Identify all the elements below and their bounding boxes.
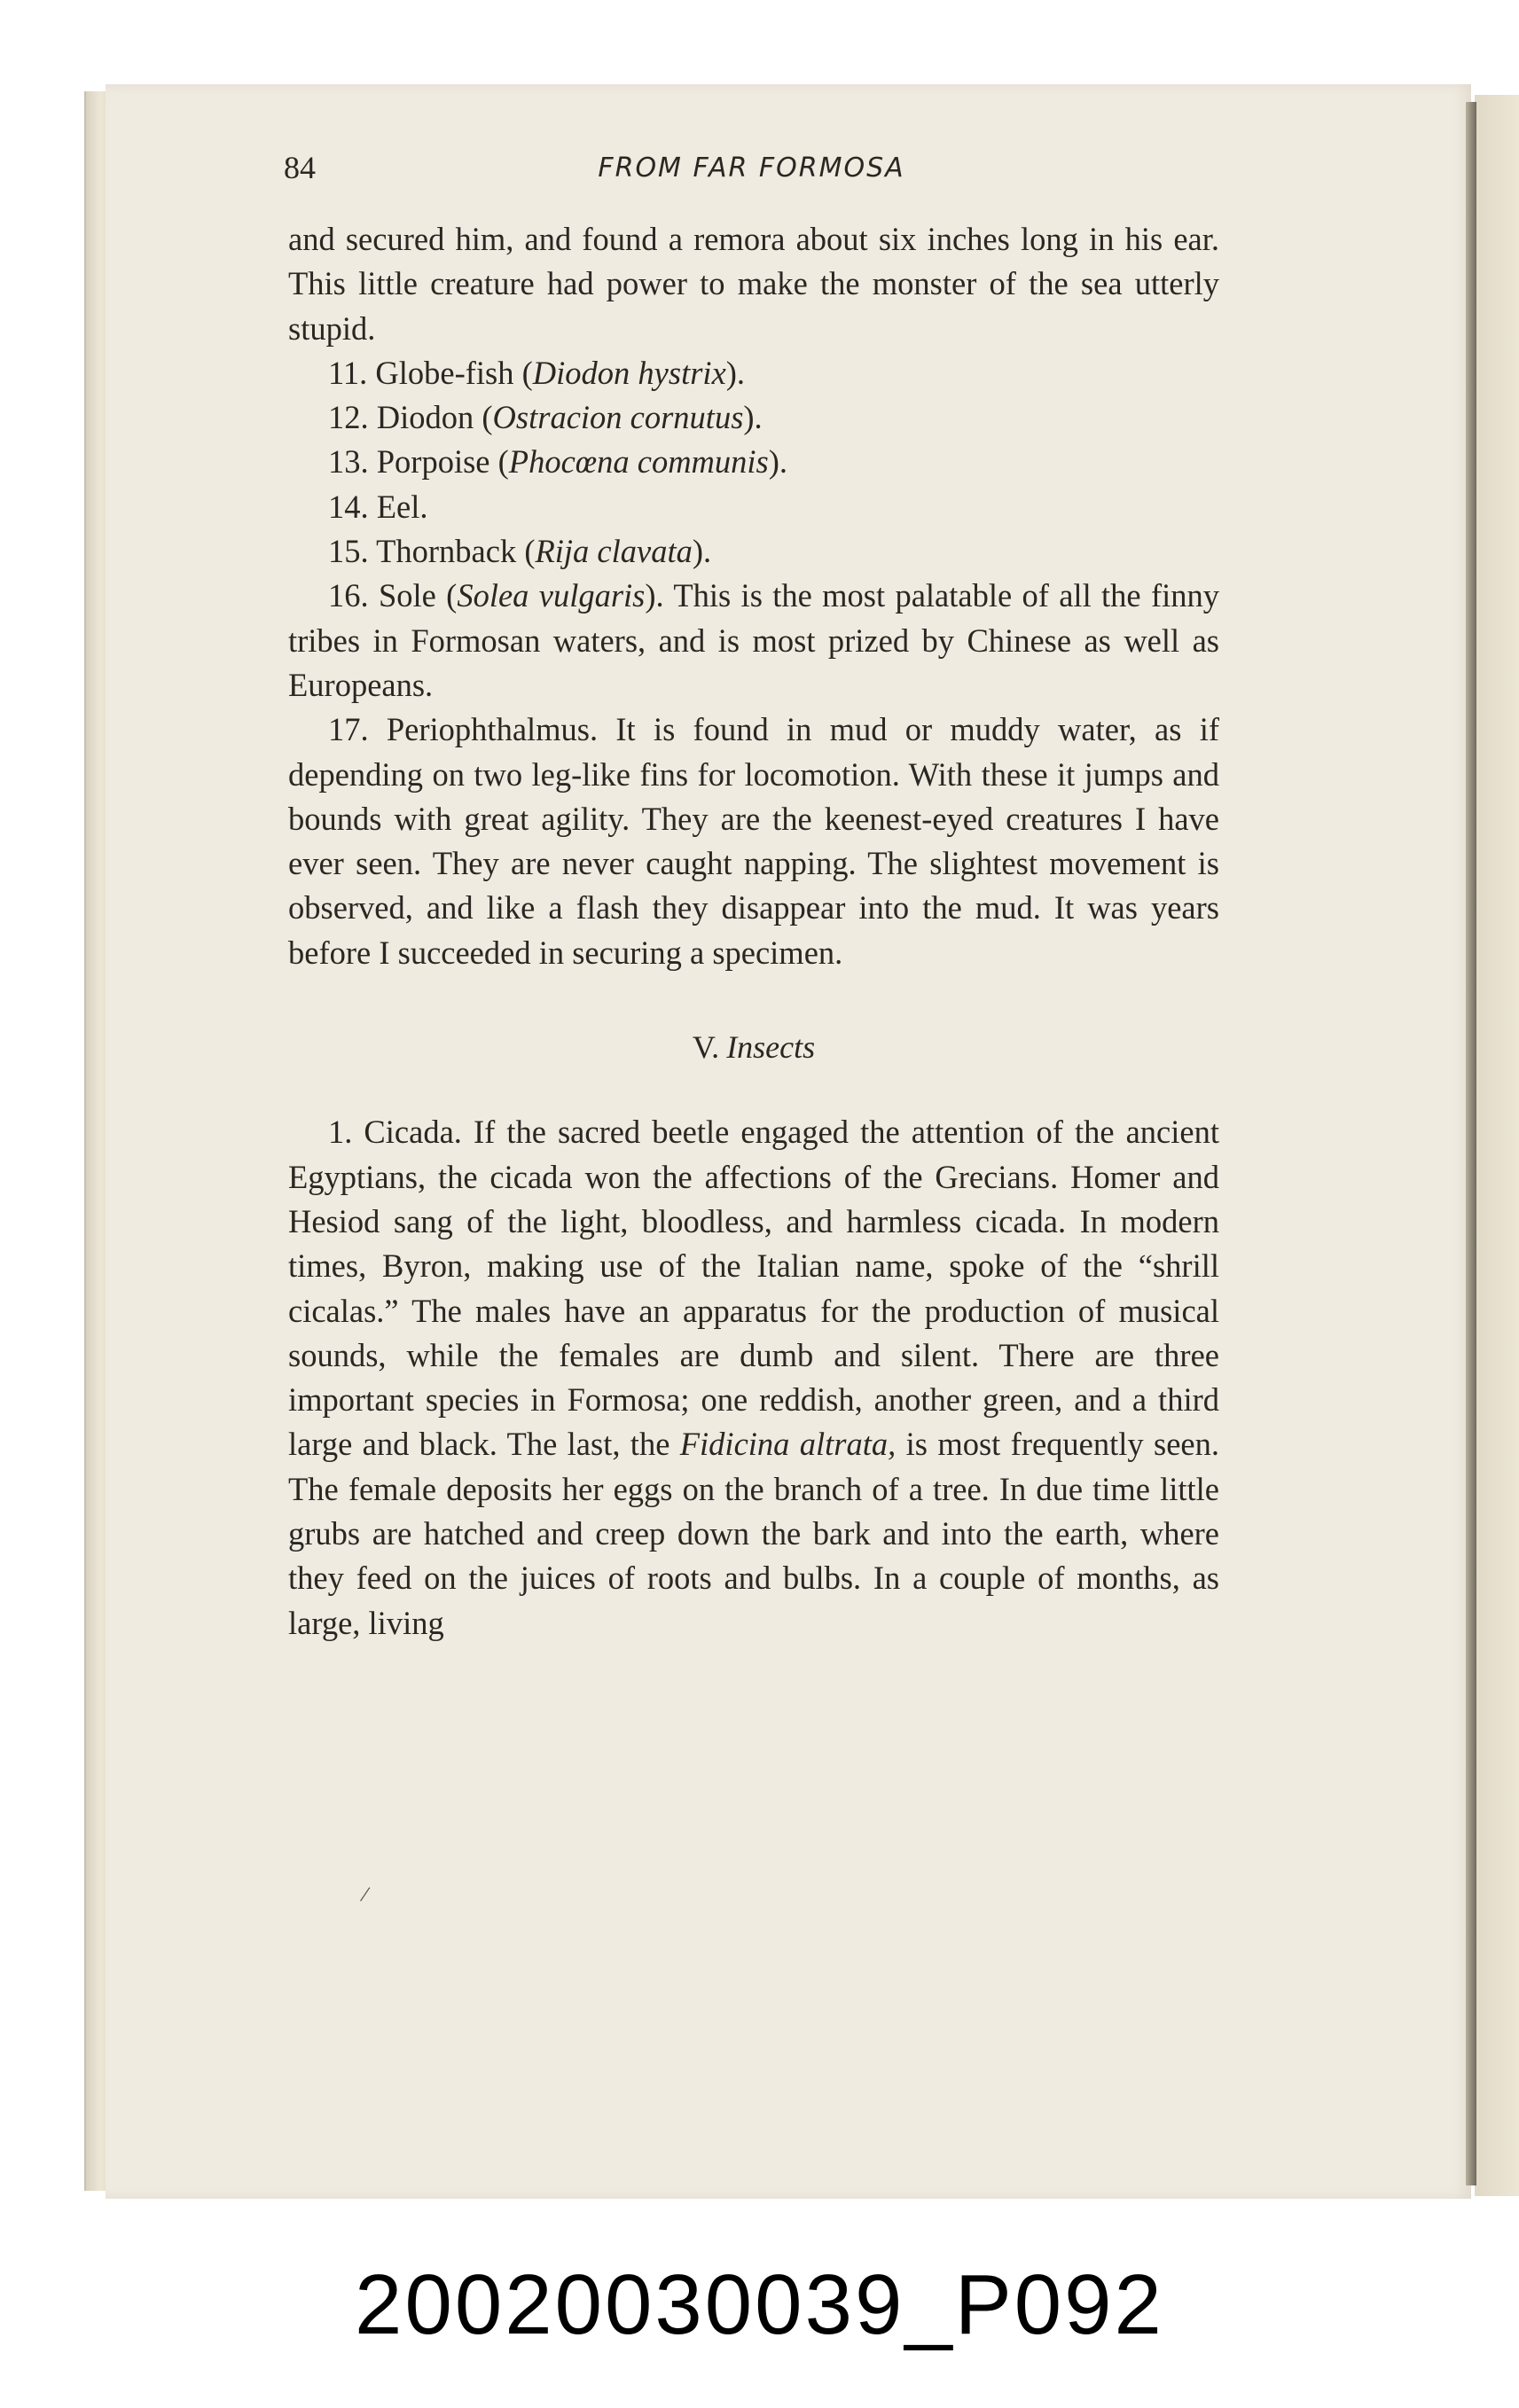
cicada-text-after: is most frequently seen. The female deposits her eggs on the branch of a tree. In due time little grubs are hatched and creep down the bark and into the earth, where they feed on the juices of roots and bulbs. In a couple of months, as large, living <box>288 1426 1219 1641</box>
list-item-after: ). This is the most palatable of all the finny tribes in Formosan waters, and is most prized by Chinese as well as Europeans. <box>288 577 1220 703</box>
page-body <box>288 217 1219 1646</box>
list-item-number: 14. <box>328 488 369 525</box>
list-item-after: ). <box>743 399 763 436</box>
list-item-16 <box>288 574 1219 708</box>
list-item-11 <box>288 351 1219 395</box>
list-item-number: 13. <box>328 443 369 481</box>
list-item-number: 15. <box>328 533 369 570</box>
list-item-15 <box>288 529 1219 574</box>
book-gutter <box>1466 102 1476 2185</box>
periophthalmus-paragraph: 17. Periophthalmus. It is found in mud or muddy water, as if depending on two leg-like fins for locomotion. With these it jumps and bounds with great agility. They are the keenest-eyed creatures I have ever seen. They are never caught napping. The slightest movement is observed, and like a flash they disappear into the mud. It was years before I succeeded in securing a specimen. <box>288 711 1219 971</box>
list-item-13 <box>288 440 1219 484</box>
list-item-latin: Solea vulgaris <box>457 577 646 614</box>
list-item-after: ). <box>692 533 712 570</box>
running-head: FROM FAR FORMOSA <box>598 152 905 184</box>
list-item-name: Porpoise ( <box>376 443 509 481</box>
intro-paragraph: and secured him, and found a remora about six inches long in his ear. This little creature had power to make the monster of the sea utterly stupid. <box>288 221 1219 347</box>
list-item-name: Sole ( <box>378 577 458 614</box>
list-item-name: Eel. <box>376 488 428 525</box>
cicada-latin-name: Fidicina altrata, <box>679 1426 897 1463</box>
list-item-14 <box>288 485 1219 529</box>
image-id-caption: 20020030039_P092 <box>355 2257 1164 2352</box>
section-number: V. <box>692 1029 720 1066</box>
page-header <box>284 149 1219 193</box>
list-item-after: ). <box>725 354 746 391</box>
cicada-text-before: 1. Cicada. If the sacred beetle engaged the attention of the ancient Egyptians, the cicada won the affections of the Grecians. Homer and Hesiod sang of the light, bloodless, and harmless cicada. In modern times, Byron, making use of the Italian name, spoke of the “shrill cicalas.” The males have an apparatus for the production of musical sounds, while the females are dumb and silent. There are three important species in Formosa; one reddish, another green, and a third large and black. The last, the <box>288 1114 1219 1463</box>
cicada-paragraph <box>288 1110 1219 1646</box>
list-item-name: Thornback ( <box>376 533 536 570</box>
section-heading <box>288 1025 1219 1069</box>
page-number: 84 <box>284 150 316 185</box>
pencil-mark: / <box>358 1880 372 1908</box>
list-item-name: Diodon ( <box>376 399 493 436</box>
list-item-number: 16. <box>328 577 369 614</box>
list-item-latin: Phocœna communis <box>508 443 769 481</box>
section-title: Insects <box>726 1029 816 1066</box>
list-item-latin: Diodon hystrix <box>532 354 726 391</box>
list-item-latin: Rija clavata <box>535 533 693 570</box>
list-item-number: 11. <box>328 354 368 391</box>
list-item-after: ). <box>768 443 788 481</box>
facing-page-edge <box>1475 95 1519 2196</box>
list-item-number: 12. <box>328 399 369 436</box>
list-item-latin: Ostracion cornutus <box>492 399 744 436</box>
list-item-12 <box>288 395 1219 440</box>
list-item-name: Globe-fish ( <box>375 354 533 391</box>
